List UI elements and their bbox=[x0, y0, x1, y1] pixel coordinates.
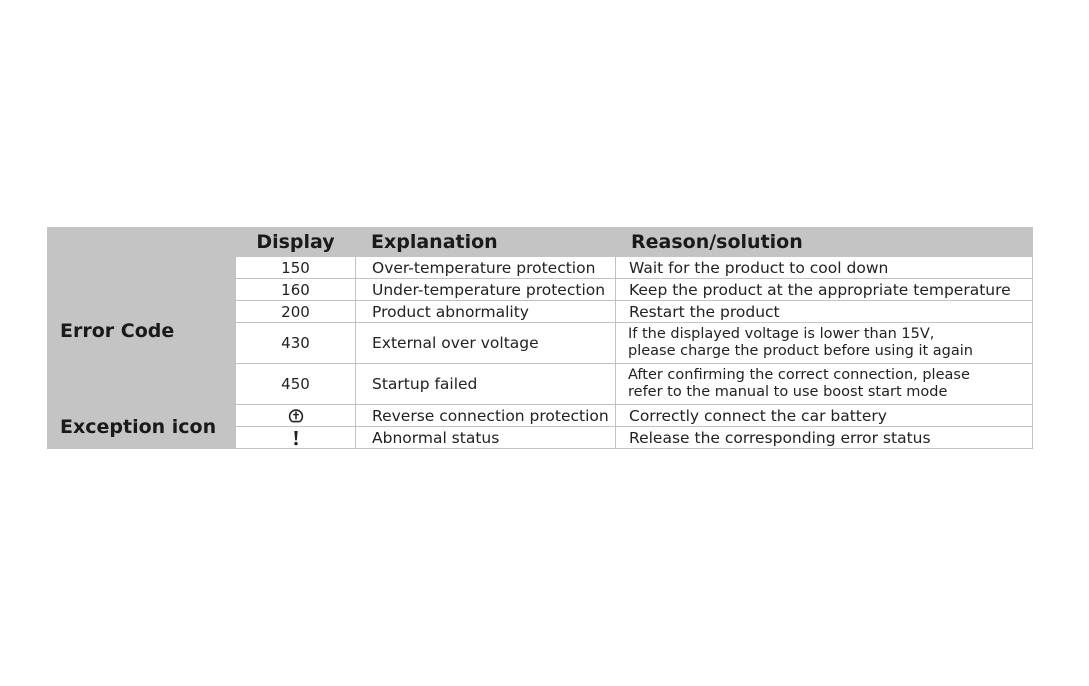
reason-line: refer to the manual to use boost start mode bbox=[628, 384, 948, 400]
group-label-error-code: Error Code bbox=[48, 257, 236, 405]
table-row bbox=[48, 257, 1033, 279]
reason-line: please charge the product before using it again bbox=[628, 343, 973, 359]
display-code: 160 bbox=[236, 279, 356, 301]
display-icon-cell bbox=[236, 405, 356, 427]
header-display: Display bbox=[236, 228, 356, 257]
explanation-text: Reverse connection protection bbox=[356, 405, 616, 427]
reverse-connection-icon bbox=[287, 407, 305, 425]
explanation-text: Startup failed bbox=[356, 364, 616, 405]
table-row bbox=[48, 405, 1033, 427]
error-code-table bbox=[47, 227, 1033, 449]
display-code: 200 bbox=[236, 301, 356, 323]
reason-text bbox=[616, 364, 1033, 405]
table-header-row bbox=[48, 228, 1033, 257]
explanation-text: Abnormal status bbox=[356, 427, 616, 449]
header-explanation: Explanation bbox=[356, 228, 616, 257]
display-code: 450 bbox=[236, 364, 356, 405]
reason-line: If the displayed voltage is lower than 15V, bbox=[628, 326, 935, 342]
header-group-cell bbox=[48, 228, 236, 257]
explanation-text: Product abnormality bbox=[356, 301, 616, 323]
explanation-text: External over voltage bbox=[356, 323, 616, 364]
reason-text: Restart the product bbox=[616, 301, 1033, 323]
reason-text bbox=[616, 323, 1033, 364]
reason-text: Wait for the product to cool down bbox=[616, 257, 1033, 279]
group-label-exception-icon: Exception icon bbox=[48, 405, 236, 449]
display-code: 150 bbox=[236, 257, 356, 279]
explanation-text: Over-temperature protection bbox=[356, 257, 616, 279]
reason-text: Correctly connect the car battery bbox=[616, 405, 1033, 427]
exclamation-icon bbox=[292, 430, 300, 446]
reason-text: Release the corresponding error status bbox=[616, 427, 1033, 449]
reason-line: After confirming the correct connection, please bbox=[628, 367, 970, 383]
display-code: 430 bbox=[236, 323, 356, 364]
reason-text: Keep the product at the appropriate temperature bbox=[616, 279, 1033, 301]
header-reason-solution: Reason/solution bbox=[616, 228, 1033, 257]
explanation-text: Under-temperature protection bbox=[356, 279, 616, 301]
display-icon-cell bbox=[236, 427, 356, 449]
